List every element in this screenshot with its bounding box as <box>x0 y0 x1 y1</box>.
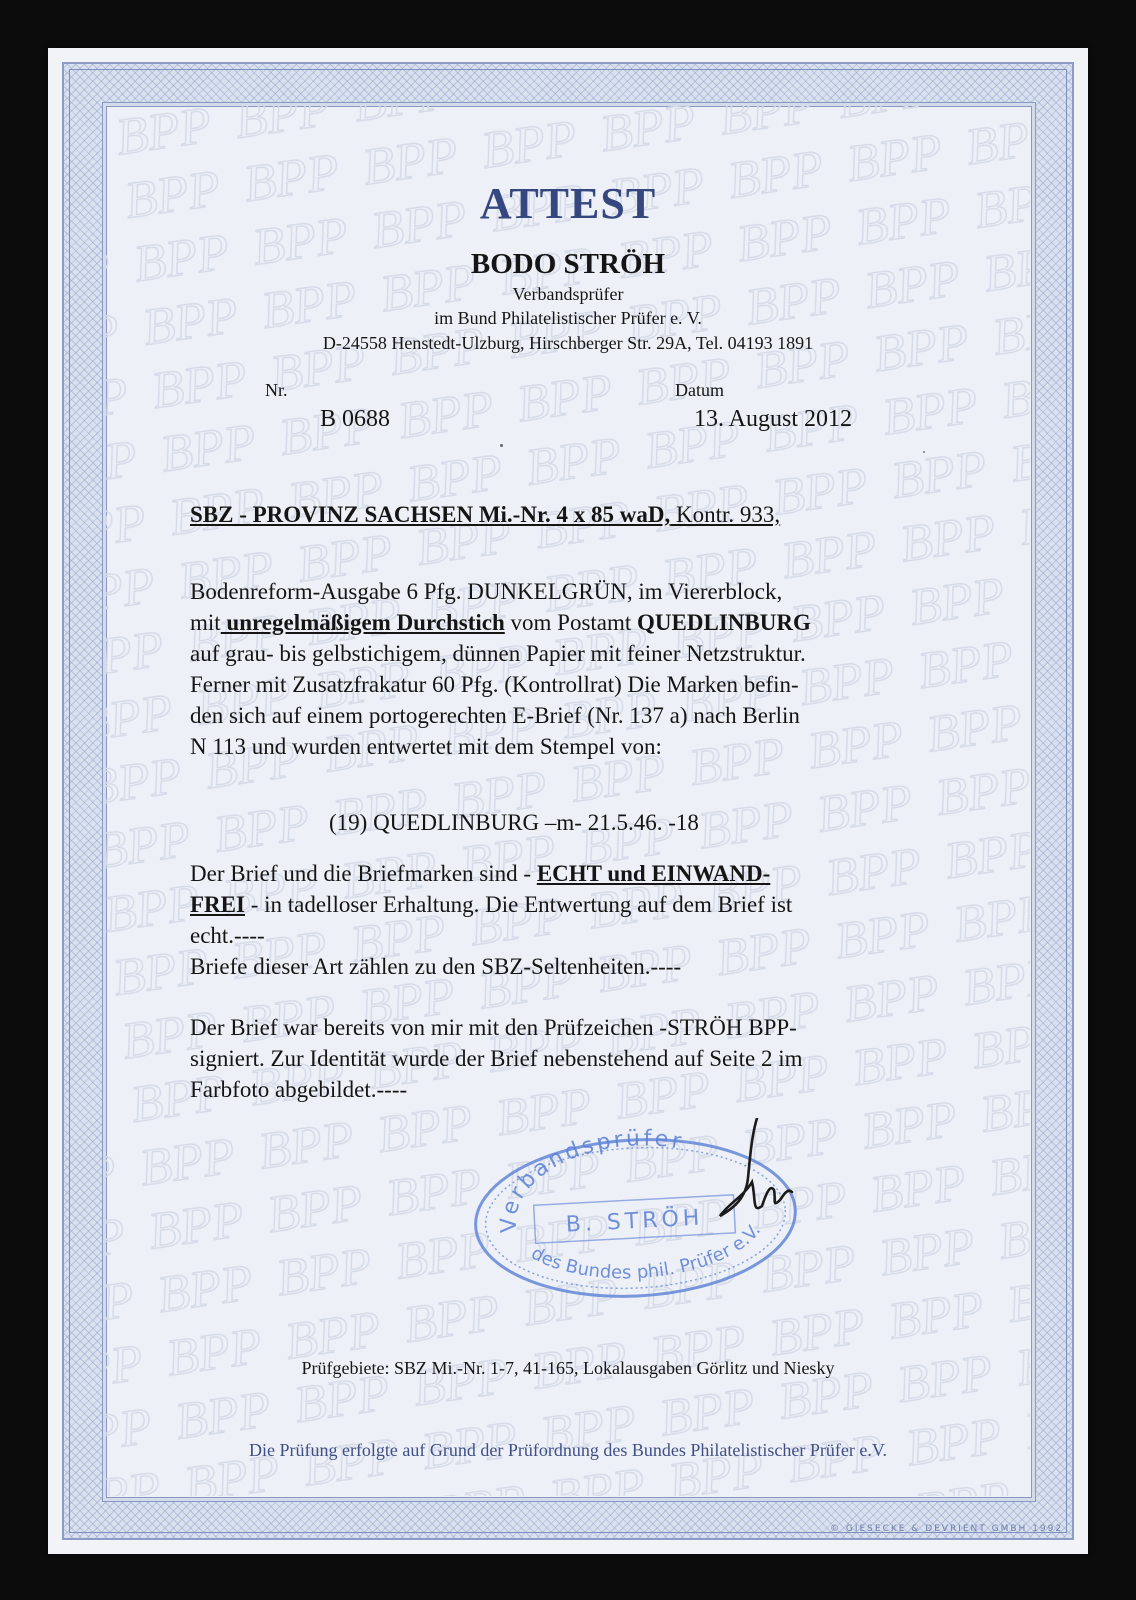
paper-speck <box>923 451 925 453</box>
document-title: ATTEST <box>479 179 657 228</box>
address: D-24558 Henstedt-Ulzburg, Hirschberger Str. 29A, Tel. 04193 1891 <box>322 333 814 353</box>
cancellation-line: (19) QUEDLINBURG –m- 21.5.46. -18 <box>329 810 699 835</box>
verdict-line <box>190 858 975 889</box>
number-value: B 0688 <box>320 406 391 432</box>
examiner-name: BODO STRÖH <box>470 248 666 280</box>
verdict-line: Briefe dieser Art zählen zu den SBZ-Seltenheiten.---- <box>190 954 682 979</box>
examiner-role: Verbandsprüfer <box>512 284 624 304</box>
stamp-center-text: B. STRÖH <box>565 1205 705 1238</box>
number-label: Nr. <box>265 380 288 400</box>
stamp-top-text: Verbandsprüfer <box>496 1126 686 1234</box>
text-fragment: vom Postamt <box>504 610 638 635</box>
examination-scope: Prüfgebiete: SBZ Mi.-Nr. 1-7, 41-165, Lokalausgaben Görlitz und Niesky <box>301 1358 835 1378</box>
stamp-bottom-text: des Bundes phil. Prüfer e.V. <box>527 1220 766 1284</box>
description-line: auf grau- bis gelbstichigem, dünnen Papier mit feiner Netzstruktur. <box>190 641 806 666</box>
emphasis-postoffice: QUEDLINBURG <box>637 610 811 635</box>
text-fragment: mit <box>190 610 221 635</box>
verdict-paragraph <box>190 858 975 982</box>
description-line <box>190 607 975 638</box>
examiner-stamp <box>466 1118 804 1300</box>
printer-copyright: © GIESECKE & DEVRIENT GMBH 1992 <box>830 1524 1064 1534</box>
description-line: N 113 und wurden entwertet mit dem Stempel von: <box>190 734 662 759</box>
description-line: Bodenreform-Ausgabe 6 Pfg. DUNKELGRÜN, im Viererblock, <box>190 579 783 604</box>
signature-line: Der Brief war bereits von mir mit den Prüfzeichen -STRÖH BPP- <box>190 1015 797 1040</box>
signature-line: signiert. Zur Identität wurde der Brief nebenstehend auf Seite 2 im <box>190 1046 803 1071</box>
emphasis-genuine: ECHT und EINWAND- <box>536 861 771 886</box>
subject-bold: SBZ - PROVINZ SACHSEN Mi.-Nr. 4 x 85 waD, <box>190 502 671 527</box>
verdict-line: echt.---- <box>190 923 265 948</box>
emphasis-faultless: FREI <box>190 892 245 917</box>
examination-rule: Die Prüfung erfolgte auf Grund der Prüfordnung des Bundes Philatelistischer Prüfer e.V. <box>248 1440 888 1460</box>
emphasis-perforation: unregelmäßigem Durchstich <box>220 610 505 635</box>
description-line: Ferner mit Zusatzfrakatur 60 Pfg. (Kontrollrat) Die Marken befin- <box>190 672 799 697</box>
verdict-line <box>190 889 975 920</box>
text-fragment: - in tadelloser Erhaltung. Die Entwertung auf dem Brief ist <box>244 892 793 917</box>
text-fragment: Der Brief und die Briefmarken sind - <box>190 861 537 886</box>
date-value: 13. August 2012 <box>694 406 853 432</box>
date-label: Datum <box>675 380 724 400</box>
subject-line <box>190 502 780 528</box>
association: im Bund Philatelistischer Prüfer e. V. <box>434 308 702 328</box>
description-paragraph <box>190 576 975 762</box>
signature-line: Farbfoto abgebildet.---- <box>190 1077 408 1102</box>
handwritten-signature <box>720 1118 792 1216</box>
subject-normal: Kontr. 933, <box>670 502 781 527</box>
description-line: den sich auf einem portogerechten E-Brief (Nr. 137 a) nach Berlin <box>190 703 800 728</box>
paper-speck <box>500 444 503 447</box>
signature-paragraph <box>190 1012 975 1105</box>
